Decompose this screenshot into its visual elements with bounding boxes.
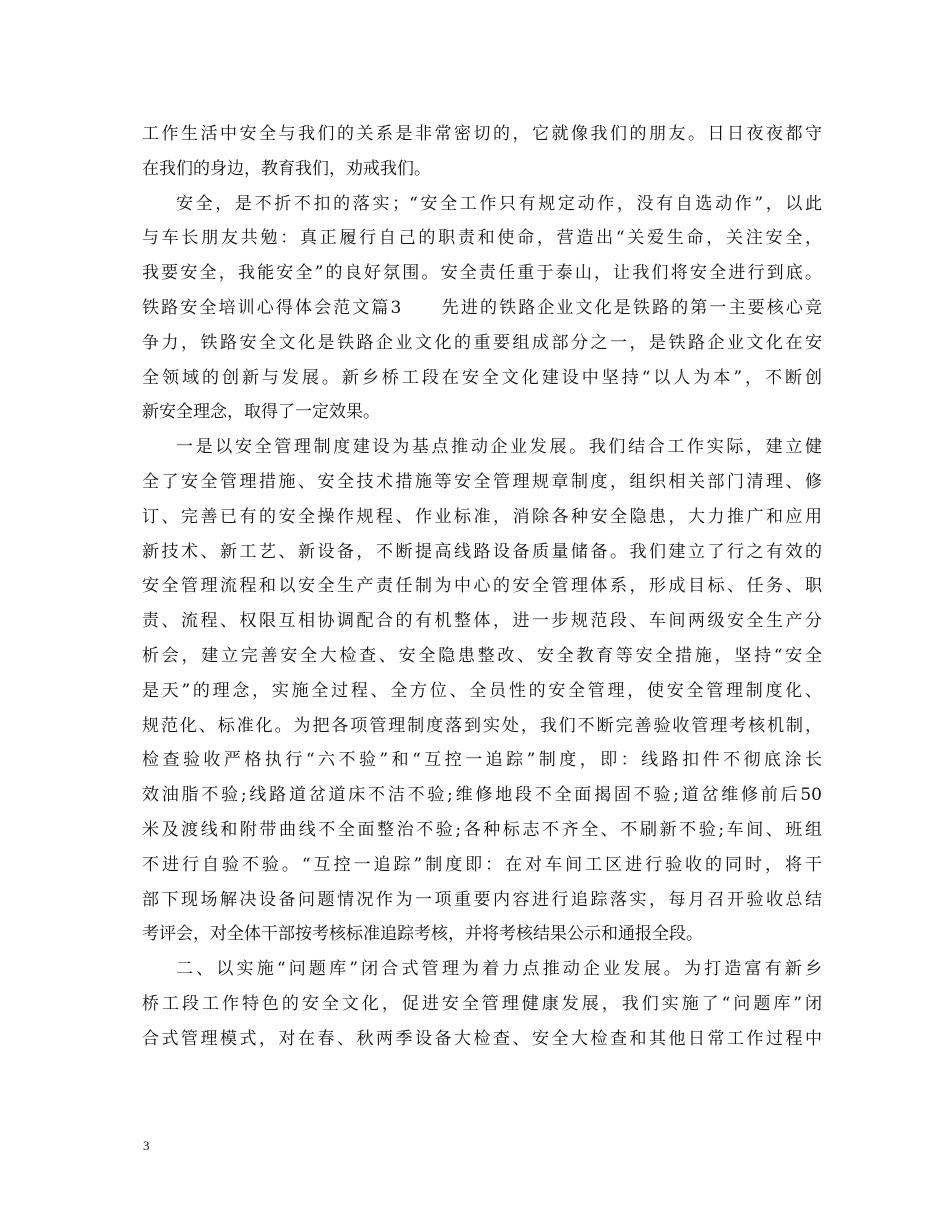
text-line: 与车长朋友共勉：真正履行自己的职责和使命，营造出“关爱生命，关注安全， bbox=[142, 228, 822, 249]
text-line: 合式管理模式，对在春、秋两季设备大检查、安全大检查和其他日常工作过程中 bbox=[142, 1028, 822, 1049]
text-line: 安全，是不折不扣的落实；“安全工作只有规定动作，没有自选动作”，以此 bbox=[176, 193, 822, 214]
text-line: 检查验收严格执行“六不验”和“互控一追踪”制度，即：线路扣件不彻底涂长 bbox=[142, 750, 822, 771]
text-line: 米及渡线和附带曲线不全面整治不验;各种标志不齐全、不刷新不验;车间、班组 bbox=[142, 819, 822, 840]
text-line: 争力，铁路安全文化是铁路企业文化的重要组成部分之一，是铁路企业文化在安 bbox=[142, 332, 822, 353]
text-line: 一是以安全管理制度建设为基点推动企业发展。我们结合工作实际，建立健 bbox=[176, 437, 822, 458]
page-number: 3 bbox=[143, 1138, 150, 1153]
text-line: 不进行自验不验。“互控一追踪”制度即：在对车间工区进行验收的同时，将干 bbox=[142, 854, 822, 875]
document-body bbox=[142, 117, 822, 1057]
text-line: 全领域的创新与发展。新乡桥工段在安全文化建设中坚持“以人为本”，不断创 bbox=[142, 367, 822, 388]
text-line: 是天”的理念，实施全过程、全方位、全员性的安全管理，使安全管理制度化、 bbox=[142, 680, 822, 701]
text-line: 我要安全，我能安全”的良好氛围。安全责任重于泰山，让我们将安全进行到底。 bbox=[142, 263, 822, 284]
text-line: 责、流程、权限互相协调配合的有机整体，进一步规范段、车间两级安全生产分 bbox=[142, 611, 822, 632]
text-line: 在我们的身边，教育我们，劝戒我们。 bbox=[142, 158, 431, 179]
text-line: 二、以实施“问题库”闭合式管理为着力点推动企业发展。为打造富有新乡 bbox=[176, 959, 822, 980]
text-line: 工作生活中安全与我们的关系是非常密切的，它就像我们的朋友。日日夜夜都守 bbox=[142, 124, 822, 144]
text-line: 安全管理流程和以安全生产责任制为中心的安全管理体系，形成目标、任务、职 bbox=[142, 576, 822, 597]
text-line: 考评会，对全体干部按考核标准追踪考核，并将考核结果公示和通报全段。 bbox=[142, 924, 703, 945]
text-line: 部下现场解决设备问题情况作为一项重要内容进行追踪落实，每月召开验收总结 bbox=[142, 889, 822, 910]
text-line: 析会，建立完善安全大检查、安全隐患整改、安全教育等安全措施，坚持“安全 bbox=[142, 645, 822, 666]
text-line: 订、完善已有的安全操作规程、作业标准，消除各种安全隐患，大力推广和应用 bbox=[142, 506, 822, 527]
text-line: 桥工段工作特色的安全文化，促进安全管理健康发展，我们实施了“问题库”闭 bbox=[142, 993, 822, 1014]
text-line: 铁路安全培训心得体会范文篇3 先进的铁路企业文化是铁路的第一主要核心竞 bbox=[142, 297, 822, 318]
text-line: 全了安全管理措施、安全技术措施等安全管理规章制度，组织相关部门清理、修 bbox=[142, 471, 822, 492]
text-line: 新安全理念，取得了一定效果。 bbox=[142, 402, 380, 423]
text-line: 规范化、标准化。为把各项管理制度落到实处，我们不断完善验收管理考核机制， bbox=[142, 715, 822, 736]
text-line: 效油脂不验;线路道岔道床不洁不验;维修地段不全面揭固不验;道岔维修前后50 bbox=[142, 785, 822, 806]
text-line: 新技术、新工艺、新设备，不断提高线路设备质量储备。我们建立了行之有效的 bbox=[142, 541, 822, 562]
